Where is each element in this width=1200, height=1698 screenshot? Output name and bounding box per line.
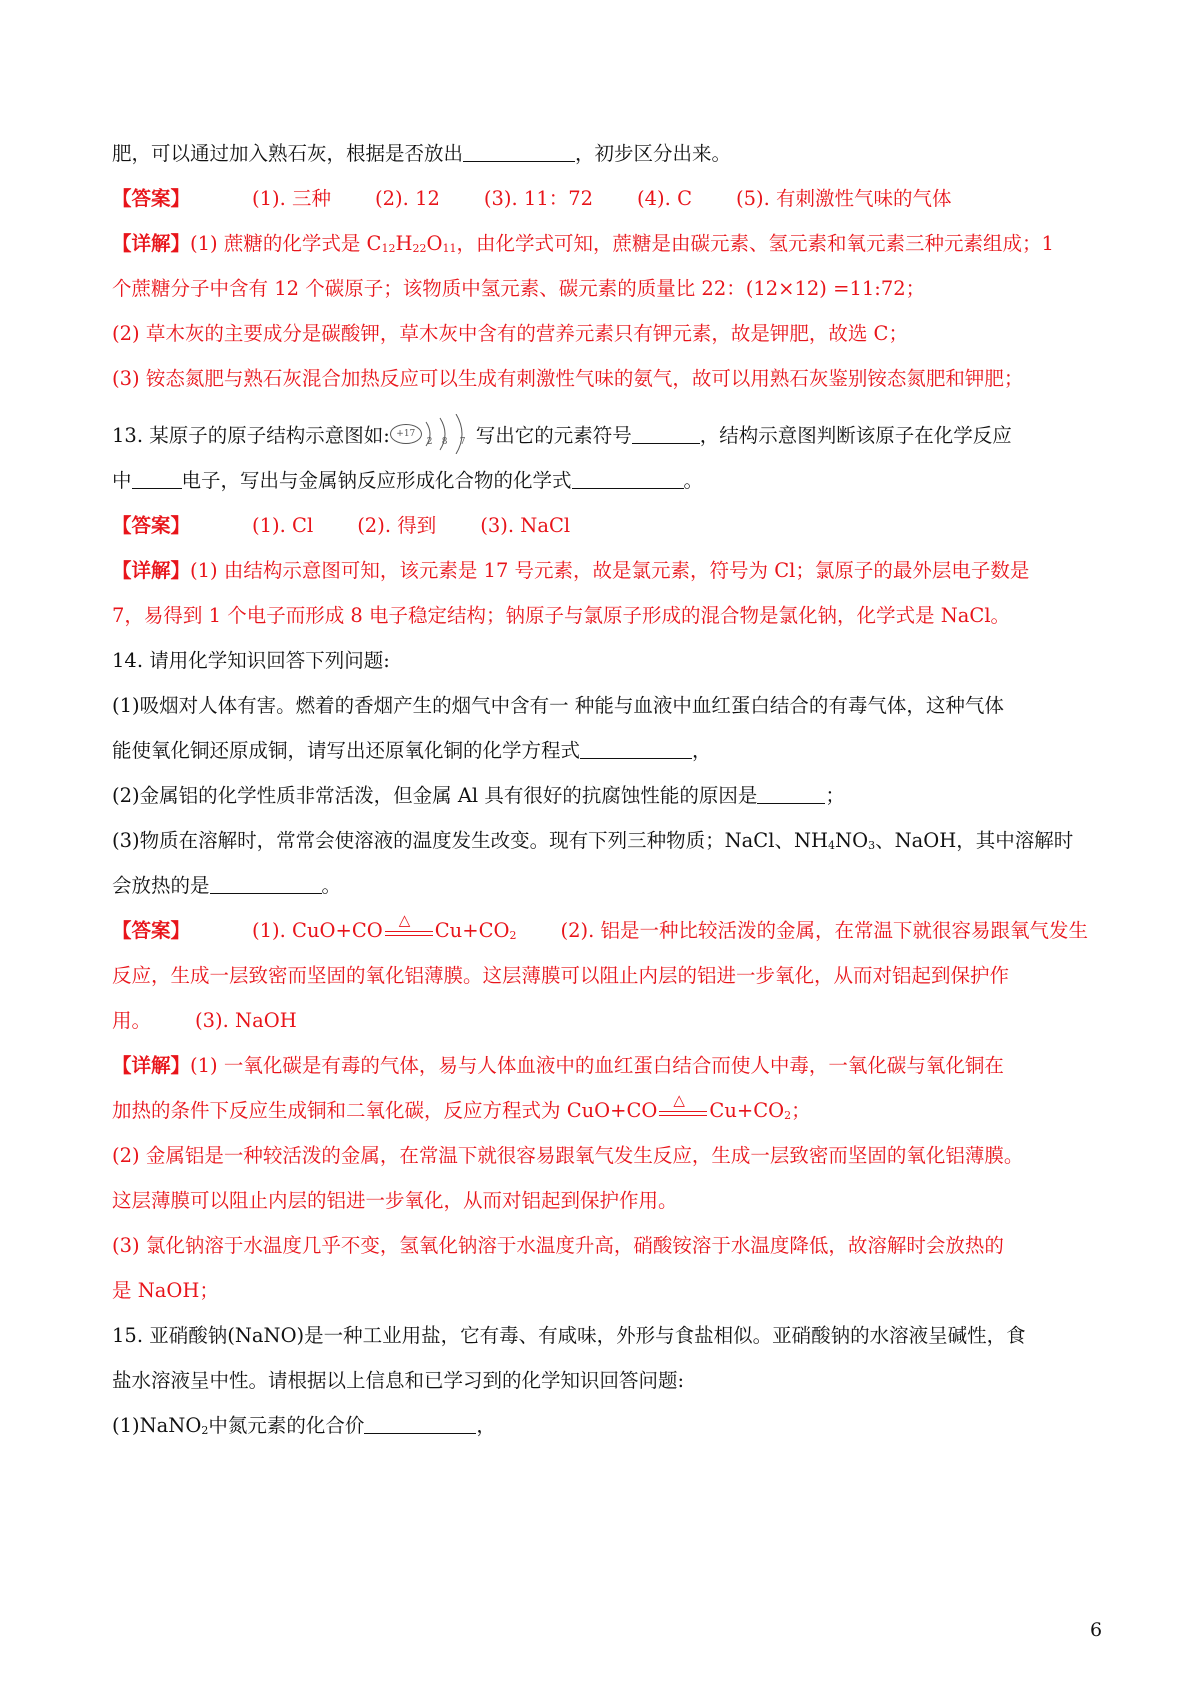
heating-equals-sign bbox=[657, 1091, 709, 1121]
detail-12-line-3: (2) 草木灰的主要成分是碳酸钾，草木灰中含有的营养元素只有钾元素，故是钾肥，故选 C； bbox=[112, 322, 908, 345]
text: ，由化学式可知，蔗糖是由碳元素、氢元素和氧元素三种元素组成；1 bbox=[456, 232, 1054, 255]
detail-14-line-1 bbox=[112, 1051, 1102, 1081]
answer-part: (2). 12 bbox=[375, 187, 440, 210]
question-14-part-1-cont bbox=[112, 736, 1102, 766]
answer-14-line-3 bbox=[112, 1006, 1102, 1036]
text: ，初步区分出来。 bbox=[575, 142, 732, 165]
detail-12-line-2: 个蔗糖分子中含有 12 个碳原子；该物质中氢元素、碳元素的质量比 22：(12×12) =11:72； bbox=[112, 277, 926, 300]
atom-structure-diagram bbox=[390, 414, 476, 454]
detail-tag: 【详解】 bbox=[112, 232, 191, 255]
text: NO bbox=[835, 829, 869, 852]
text: 会放热的是 bbox=[112, 874, 210, 897]
text: (1) 蔗糖的化学式是 C bbox=[190, 232, 382, 255]
text: (2)金属铝的化学性质非常活泼，但金属 Al 具有很好的抗腐蚀性能的原因是 bbox=[112, 784, 758, 807]
text: O bbox=[426, 232, 443, 255]
answer-blank bbox=[210, 873, 322, 894]
answer-tag: 【答案】 bbox=[112, 187, 191, 210]
answer-14-line-1 bbox=[112, 911, 1102, 951]
text: (1) 由结构示意图可知，该元素是 17 号元素，故是氯元素，符号为 Cl；氯原子的最外层电子数是 bbox=[190, 559, 1030, 582]
electron-count: 8 bbox=[441, 437, 448, 447]
answer-12 bbox=[112, 184, 1102, 214]
q12-tail-line bbox=[112, 139, 1102, 169]
page-number: 6 bbox=[1090, 1619, 1103, 1641]
answer-part: (4). C bbox=[637, 187, 692, 210]
answer-blank bbox=[572, 468, 684, 489]
heat-triangle-icon: △ bbox=[398, 911, 411, 929]
answer-blank bbox=[580, 738, 692, 759]
answer-13 bbox=[112, 511, 1102, 541]
question-13-line-1 bbox=[112, 414, 1102, 454]
heating-equals-sign bbox=[383, 911, 435, 941]
text: 电子，写出与金属钠反应形成化合物的化学式 bbox=[181, 469, 572, 492]
text: 中 bbox=[112, 469, 132, 492]
detail-tag: 【详解】 bbox=[112, 559, 191, 582]
text: H bbox=[395, 232, 413, 255]
answer-part: (3). NaCl bbox=[480, 514, 571, 537]
text: ， bbox=[692, 739, 712, 762]
text: 肥，可以通过加入熟石灰，根据是否放出 bbox=[112, 142, 464, 165]
electron-count: 7 bbox=[459, 437, 466, 447]
text: 加热的条件下反应生成铜和二氧化碳，反应方程式为 CuO+CO bbox=[112, 1099, 658, 1122]
detail-14-line-3: (2) 金属铝是一种较活泼的金属，在常温下就很容易跟氧气发生反应，生成一层致密而坚固的氧化铝薄膜。 bbox=[112, 1144, 1024, 1167]
answer-tag: 【答案】 bbox=[112, 514, 191, 537]
text: (1) 一氧化碳是有毒的气体，易与人体血液中的血红蛋白结合而使人中毒，一氧化碳与氧化铜在 bbox=[190, 1054, 1004, 1077]
detail-12-line-4: (3) 铵态氮肥与熟石灰混合加热反应可以生成有刺激性气味的氨气，故可以用熟石灰鉴别铵态氮肥和钾肥； bbox=[112, 367, 1024, 390]
detail-14-line-2 bbox=[112, 1091, 1102, 1131]
text: ； bbox=[791, 1099, 811, 1122]
question-15-line-2: 盐水溶液呈中性。请根据以上信息和已学习到的化学知识回答问题: bbox=[112, 1369, 685, 1392]
question-14-title: 14. 请用化学知识回答下列问题: bbox=[112, 649, 390, 672]
text: Cu+CO bbox=[709, 1099, 785, 1122]
detail-14-line-6: 是 NaOH； bbox=[112, 1279, 219, 1302]
answer-blank bbox=[632, 423, 700, 444]
subscript: 12 bbox=[381, 242, 396, 255]
answer-14-line-2: 反应，生成一层致密而坚固的氧化铝薄膜。这层薄膜可以阻止内层的铝进一步氧化，从而对铝起到保护作 bbox=[112, 964, 1010, 987]
answer-part: (1). CuO+CO bbox=[252, 919, 383, 942]
answer-part: (1). Cl bbox=[252, 514, 314, 537]
text: 、NaOH，其中溶解时 bbox=[875, 829, 1074, 852]
text: 。 bbox=[683, 469, 704, 492]
text: (3)物质在溶解时，常常会使溶液的温度发生改变。现有下列三种物质；NaCl、NH bbox=[112, 829, 829, 852]
text: 中氮元素的化合价 bbox=[208, 1414, 365, 1437]
text: 能使氧化铜还原成铜，请写出还原氧化铜的化学方程式 bbox=[112, 739, 581, 762]
detail-13-line-2: 7，易得到 1 个电子而形成 8 电子稳定结构；钠原子与氯原子形成的混合物是氯化钠，化学式是 NaCl。 bbox=[112, 604, 1011, 627]
question-14-part-3 bbox=[112, 826, 1102, 861]
subscript: 2 bbox=[509, 929, 517, 942]
text: Cu+CO bbox=[434, 919, 510, 942]
detail-13-line-1 bbox=[112, 556, 1102, 586]
detail-tag: 【详解】 bbox=[112, 1054, 191, 1077]
text: ，结构示意图判断该原子在化学反应 bbox=[699, 424, 1012, 447]
subscript: 11 bbox=[442, 242, 457, 255]
answer-part: (5). 有刺激性气味的气体 bbox=[736, 187, 952, 210]
answer-blank bbox=[132, 468, 182, 489]
answer-blank bbox=[364, 1413, 476, 1434]
answer-part: (3). NaOH bbox=[195, 1009, 297, 1032]
subscript: 22 bbox=[412, 242, 427, 255]
detail-14-line-5: (3) 氯化钠溶于水温度几乎不变，氢氧化钠溶于水温度升高，硝酸铵溶于水温度降低，故溶解时会放热的 bbox=[112, 1234, 1004, 1257]
question-14-part-3-cont bbox=[112, 871, 1102, 901]
answer-blank bbox=[757, 783, 825, 804]
text: 用。 bbox=[112, 1009, 152, 1032]
question-15-part-1 bbox=[112, 1411, 1102, 1446]
detail-14-line-4: 这层薄膜可以阻止内层的铝进一步氧化，从而对铝起到保护作用。 bbox=[112, 1189, 678, 1212]
answer-part: (2). 铝是一种比较活泼的金属，在常温下就很容易跟氧气发生 bbox=[560, 919, 1089, 942]
text: 13. 某原子的原子结构示意图如: bbox=[112, 424, 390, 447]
text: (1)NaNO bbox=[112, 1414, 202, 1437]
question-15-line-1: 15. 亚硝酸钠(NaNO)是一种工业用盐，它有毒、有咸味，外形与食盐相似。亚硝酸钠的水溶液呈碱性，食 bbox=[112, 1324, 1026, 1347]
answer-tag: 【答案】 bbox=[112, 919, 191, 942]
text: 写出它的元素符号 bbox=[475, 424, 632, 447]
question-14-part-2 bbox=[112, 781, 1102, 811]
detail-12-line-1 bbox=[112, 229, 1102, 264]
text: ； bbox=[825, 784, 845, 807]
question-13-line-2 bbox=[112, 466, 1102, 496]
answer-part: (2). 得到 bbox=[357, 514, 437, 537]
answer-part: (1). 三种 bbox=[252, 187, 332, 210]
subscript: 3 bbox=[868, 839, 876, 852]
question-14-part-1: (1)吸烟对人体有害。燃着的香烟产生的烟气中含有一 种能与血液中血红蛋白结合的有毒气体，这种气体 bbox=[112, 694, 1004, 717]
electron-count: 2 bbox=[426, 437, 433, 447]
text: 。 bbox=[321, 874, 342, 897]
heat-triangle-icon: △ bbox=[673, 1091, 685, 1109]
atom-nucleus: +17 bbox=[390, 424, 422, 444]
subscript: 4 bbox=[828, 839, 836, 852]
text: ， bbox=[476, 1414, 496, 1437]
answer-part: (3). 11：72 bbox=[483, 187, 594, 210]
subscript: 2 bbox=[784, 1109, 792, 1122]
subscript: 2 bbox=[201, 1424, 209, 1437]
answer-blank bbox=[463, 141, 575, 162]
